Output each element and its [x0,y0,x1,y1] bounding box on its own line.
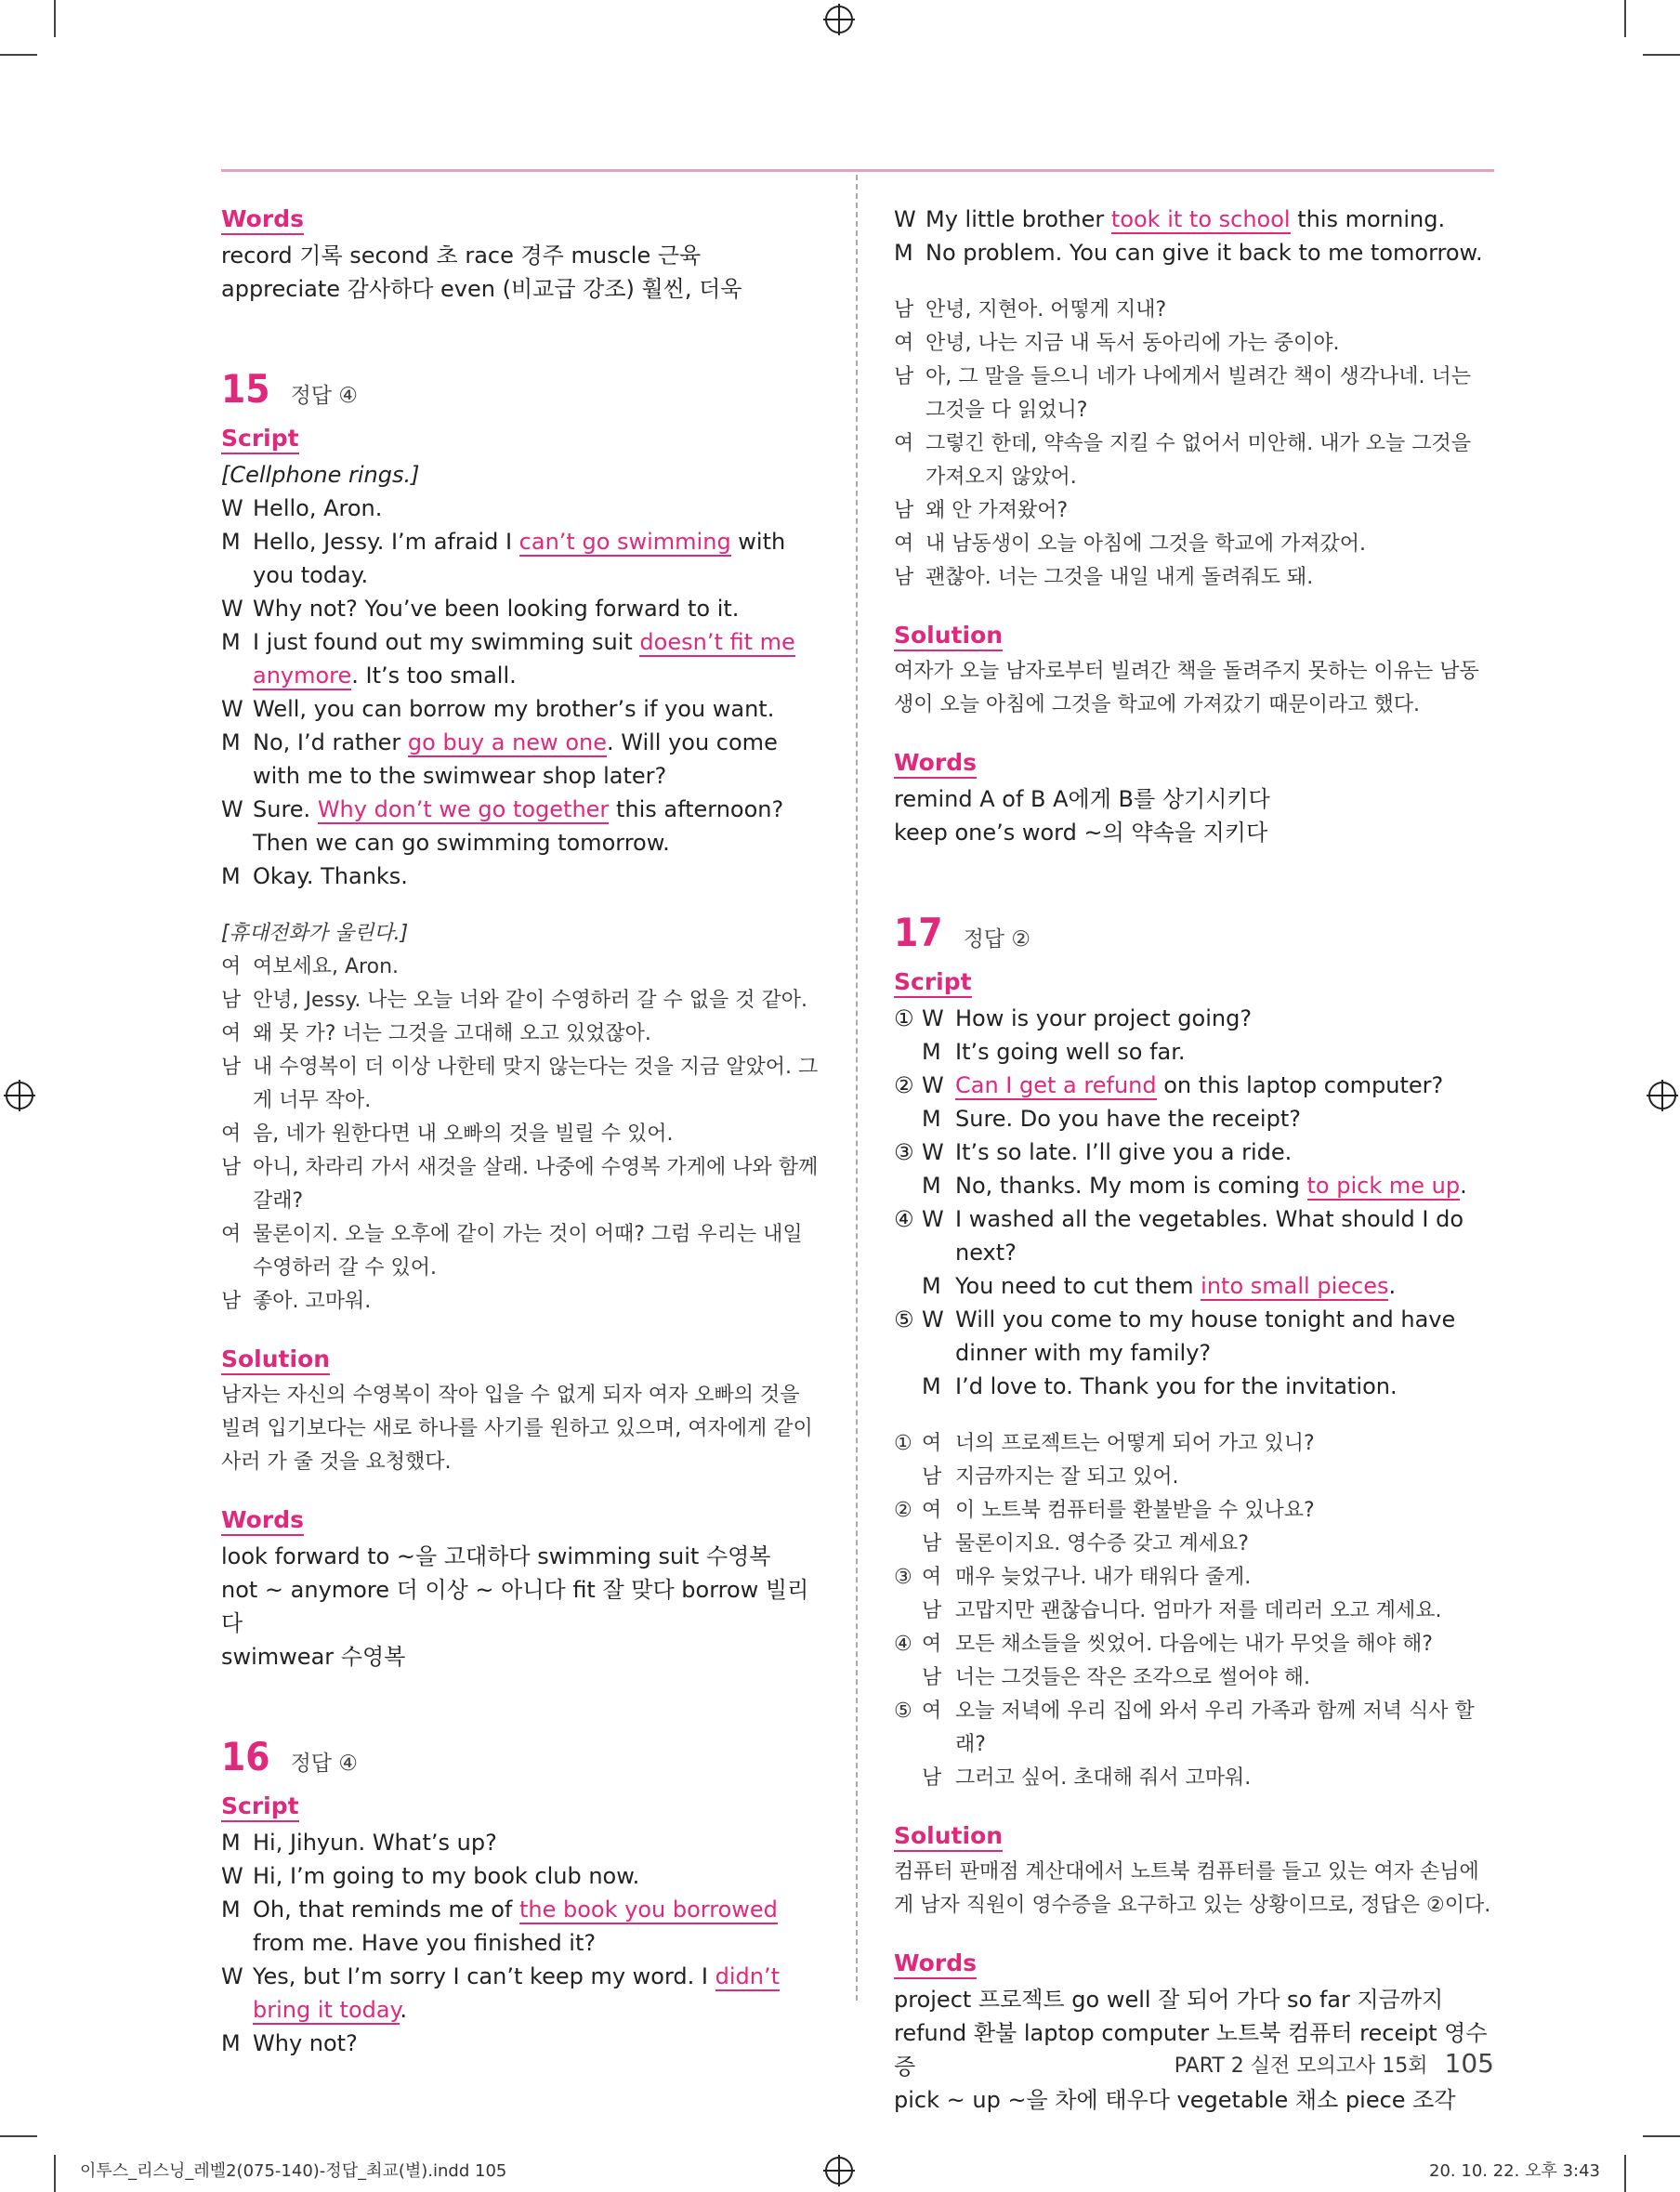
script-line: How is your project going? [955,1005,1253,1031]
script-line: I just found out my swimming suit doesn’t fit me anymore. It’s too small. [253,629,795,689]
translation-line: 내 수영복이 더 이상 나한테 맞지 않는다는 것을 지금 알았어. 그게 너무 작아. [253,1056,819,1112]
key-phrase: doesn’t fit me anymore [253,629,795,689]
script-line: It’s so late. I’ll give you a ride. [955,1139,1293,1165]
script-line: Hi, I’m going to my book club now. [253,1863,640,1889]
translation-line: 고맙지만 괜찮습니다. 엄마가 저를 데리러 오고 계세요. [955,1599,1442,1622]
translation-line: 왜 못 가? 너는 그것을 고대해 오고 있었잖아. [253,1022,651,1045]
script-line: Can I get a refund on this laptop computer? [955,1072,1444,1098]
key-phrase: took it to school [1110,206,1291,232]
script-line: Yes, but I’m sorry I can’t keep my word. I didn’t bring it today. [253,1963,781,2023]
key-phrase: the book you borrowed [519,1897,778,1923]
script-line: Hi, Jihyun. What’s up? [253,1830,497,1856]
answer-text: 정답 ② [963,927,1030,952]
question-17: 17 정답 ② Script ① W How is your project going? M It’s going well so far. ② W Can I get a refund on this laptop computer? M Sure. Do you have the receipt? ③ W It’s so late. I’ll give you a ride. M No, thanks. My mom is coming to pick me up. ④ W I washed all the vegetables. What should I do next? M You need to cut them into small pieces. ⑤ W Will you come to my house tonight and have dinner with my family? M I’d love to. Thank you for the invitation. ① 여 너의 프로젝트는 어떻게 되어 가고 있니? 남 지금까지는 잘 되고 있어. ② 여 이 노트북 컴퓨터를 환불받을 수 있나요? 남 물론이지요. 영수증 갖고 계세요? ③ 여 매우 늦었구나. 내가 태워다 줄게. 남 고맙지만 괜찮습니다. 엄마가 저를 데리러 오고 계세요. ④ 여 모든 채소들을 씻었어. 다음에는 내가 무엇을 해야 해? 남 너는 그것들은 작은 조각으로 썰어야 해. ⑤ 여 오늘 저녁에 우리 집에 와서 우리 가족과 함께 저녁 식사 할래? 남 그러고 싶어. 초대해 줘서 고마워. Solution 컴퓨터 판매점 계산대에서 노트북 컴퓨터를 들고 있는 여자 손님에게 남자 직원이 영수증을 요구하고 있는 상황이므로, 정답은 ②이다. Words project 프로젝트 go well 잘 되어 가다 so far 지금까지 refund 환불 laptop computer 노트북 컴퓨터 receipt 영수증 pick ~ up ~을 차에 태우다 vegetable 채소 piece 조각 [894,916,1496,2117]
words-label: Words [894,749,977,779]
key-phrase: to pick me up [1306,1173,1461,1199]
key-phrase: into small pieces [1201,1273,1389,1299]
words-label: Words [221,205,304,235]
left-column [221,203,821,2060]
words-label: Words [894,1949,977,1979]
words-line: project 프로젝트 go well 잘 되어 가다 so far 지금까지 [894,1987,1444,2013]
translation-line: 안녕, 지현아. 어떻게 지내? [925,298,1167,322]
words-section-14 [221,203,821,306]
translation-line: 안녕, 나는 지금 내 독서 동아리에 가는 중이야. [925,332,1340,355]
solution-label: Solution [221,1345,330,1375]
registration-mark-bottom [825,2157,853,2185]
words-line: pick ~ up ~을 차에 태우다 vegetable 채소 piece 조각 [894,2087,1456,2113]
words-line: remind A of B A에게 B를 상기시키다 [894,786,1270,812]
translation-line: 물론이지. 오늘 오후에 같이 가는 것이 어때? 그럼 우리는 내일 수영하러 갈 수 있어. [253,1223,803,1280]
print-date: 20. 10. 22. 오후 3:43 [1429,2161,1600,2181]
translation-line: 물론이지요. 영수증 갖고 계세요? [955,1532,1249,1555]
script-line: It’s going well so far. [955,1039,1186,1065]
script-line: Hello, Aron. [253,495,383,521]
key-phrase: Can I get a refund [955,1072,1157,1098]
script-line: No, thanks. My mom is coming to pick me up. [955,1173,1467,1199]
answer-text: 정답 ④ [290,1752,358,1776]
solution-text: 컴퓨터 판매점 계산대에서 노트북 컴퓨터를 들고 있는 여자 손님에게 남자 직원이 영수증을 요구하고 있는 상황이므로, 정답은 ②이다. [894,1860,1491,1917]
solution-text: 여자가 오늘 남자로부터 빌려간 책을 돌려주지 못하는 이유는 남동생이 오늘 아침에 그것을 학교에 가져갔기 때문이라고 했다. [894,660,1479,716]
script-line: Okay. Thanks. [253,863,408,889]
script-line: I washed all the vegetables. What should I do next? [955,1206,1464,1266]
script-label: Script [221,425,299,454]
print-file-name: 이투스_리스닝_레벨2(075-140)-정답_최교(별).indd 105 [80,2161,507,2181]
translation-line: 아, 그 말을 들으니 네가 나에게서 빌려간 책이 생각나네. 너는 그것을 다 읽었니? [925,365,1471,422]
solution-text: 남자는 자신의 수영복이 작아 입을 수 없게 되자 여자 오빠의 것을 빌려 입기보다는 새로 하나를 사기를 원하고 있으며, 여자에게 같이 사러 가 줄 것을 요청했다. [221,1384,813,1474]
script-line: My little brother took it to school this morning. [925,206,1446,232]
translation-line: 음, 네가 원한다면 내 오빠의 것을 빌릴 수 있어. [253,1122,674,1146]
translation-line: 그러고 싶어. 초대해 줘서 고마워. [955,1766,1252,1790]
script-line: Sure. Do you have the receipt? [955,1106,1301,1132]
script-label: Script [894,968,972,998]
translation-line: 좋아. 고마워. [253,1290,372,1313]
script-line: No, I’d rather go buy a new one. Will you come with me to the swimwear shop later? [253,729,778,789]
translation-line: 지금까지는 잘 되고 있어. [955,1465,1179,1489]
translation-line: 너는 그것들은 작은 조각으로 썰어야 해. [955,1666,1310,1689]
translation-line: 여보세요, Aron. [253,955,400,978]
question-15: 15 정답 ④ Script [Cellphone rings.] W Hello, Aron. M Hello, Jessy. I’m afraid I can’t go swimming with you today. W Why not? You’ve been looking forward to it. M I just found out my swimming suit doesn’t fit me anymore. It’s too small. W Well, you can borrow my brother’s if you want. M No, I’d rather go buy a new one. Will you come with me to the swimwear shop later? W Sure. Why don’t we go together this afternoon? Then we can go swimming tomorrow. M Okay. Thanks. [휴대전화가 울린다.] 여 여보세요, Aron. 남 안녕, Jessy. 나는 오늘 너와 같이 수영하러 갈 수 없을 것 같아. 여 왜 못 가? 너는 그것을 고대해 오고 있었잖아. 남 내 수영복이 더 이상 나한테 맞지 않는다는 것을 지금 알았어. 그게 너무 작아. 여 음, 네가 원한다면 내 오빠의 것을 빌릴 수 있어. 남 아니, 차라리 가서 새것을 살래. 나중에 수영복 가게에 나와 함께 갈래? 여 물론이지. 오늘 오후에 같이 가는 것이 어때? 그럼 우리는 내일 수영하러 갈 수 있어. 남 좋아. 고마워. Solution 남자는 자신의 수영복이 작아 입을 수 없게 되자 여자 오빠의 것을 빌려 입기보다는 새로 하나를 사기를 원하고 있으며, 여자에게 같이 사러 가 줄 것을 요청했다. Words look forward to ~을 고대하다 swimming suit 수영복 not ~ anymore 더 이상 ~ 아니다 fit 잘 맞다 borrow 빌리다 swimwear 수영복 [221,373,821,1674]
solution-label: Solution [894,1822,1003,1852]
key-phrase: go buy a new one [407,729,607,755]
answer-text: 정답 ④ [290,384,358,408]
translation-line: 괜찮아. 너는 그것을 내일 내게 돌려줘도 돼. [925,566,1314,589]
translation-line: 너의 프로젝트는 어떻게 되어 가고 있니? [955,1432,1315,1455]
script-line: Why not? [253,2030,358,2056]
script-line: Why not? You’ve been looking forward to it. [253,596,740,622]
registration-mark-left [6,1082,33,1109]
translation-line: 왜 안 가져왔어? [925,499,1069,522]
script-label: Script [221,1792,299,1822]
question-number: 16 [221,1734,270,1779]
key-phrase: didn’t bring it today [253,1963,781,2023]
stage-direction-ko: [휴대전화가 울린다.] [221,922,409,945]
words-line: not ~ anymore 더 이상 ~ 아니다 fit 잘 맞다 borrow 빌리다 [221,1577,809,1636]
right-column [894,203,1496,2117]
question-number: 17 [894,910,943,955]
translation-line: 매우 늦었구나. 내가 태워다 줄게. [955,1566,1252,1589]
translation-line: 그렇긴 한데, 약속을 지킬 수 없어서 미안해. 내가 오늘 그것을 가져오지 않았어. [925,432,1471,489]
translation-line: 이 노트북 컴퓨터를 환불받을 수 있나요? [955,1499,1315,1522]
words-line: look forward to ~을 고대하다 swimming suit 수영복 [221,1543,771,1569]
script-line: Hello, Jessy. I’m afraid I can’t go swimming with you today. [253,529,786,588]
translation-line: 안녕, Jessy. 나는 오늘 너와 같이 수영하러 갈 수 없을 것 같아. [253,989,808,1012]
question-number: 15 [221,366,270,412]
header-rule [221,169,1494,172]
script-line: I’d love to. Thank you for the invitation. [955,1373,1398,1399]
words-line: appreciate 감사하다 even (비교급 강조) 훨씬, 더욱 [221,276,742,302]
question-16: 16 정답 ④ Script M Hi, Jihyun. What’s up? W Hi, I’m going to my book club now. M Oh, that reminds me of the book you borrowed from me. Have you finished it? W Yes, but I’m sorry I can’t keep my word. I didn’t bring it today. M Why not? [221,1740,821,2060]
solution-label: Solution [894,622,1003,651]
words-label: Words [221,1506,304,1536]
page-number: 105 [1444,2048,1494,2079]
words-line: keep one’s word ~의 약속을 지키다 [894,820,1268,846]
words-line: swimwear 수영복 [221,1644,406,1670]
script-line: No problem. You can give it back to me tomorrow. [925,240,1483,266]
column-divider [856,175,858,2001]
translation-line: 아니, 차라리 가서 새것을 살래. 나중에 수영복 가게에 나와 함께 갈래? [253,1156,819,1213]
translation-line: 내 남동생이 오늘 아침에 그것을 학교에 가져갔어. [925,532,1366,556]
script-line: Will you come to my house tonight and have dinner with my family? [955,1306,1456,1366]
script-line: Well, you can borrow my brother’s if you want. [253,696,775,722]
part-title: PART 2 실전 모의고사 15회 [1174,2054,1428,2078]
question-16-continued: W My little brother took it to school this morning. M No problem. You can give it back to me tomorrow. 남 안녕, 지현아. 어떻게 지내? 여 안녕, 나는 지금 내 독서 동아리에 가는 중이야. 남 아, 그 말을 들으니 네가 나에게서 빌려간 책이 생각나네. 너는 그것을 다 읽었니? 여 그렇긴 한데, 약속을 지킬 수 없어서 미안해. 내가 오늘 그것을 가져오지 않았어. 남 왜 안 가져왔어? 여 내 남동생이 오늘 아침에 그것을 학교에 가져갔어. 남 괜찮아. 너는 그것을 내일 내게 돌려줘도 돼. Solution 여자가 오늘 남자로부터 빌려간 책을 돌려주지 못하는 이유는 남동생이 오늘 아침에 그것을 학교에 가져갔기 때문이라고 했다. Words remind A of B A에게 B를 상기시키다 keep one’s word ~의 약속을 지키다 [894,203,1496,849]
stage-direction: [Cellphone rings.] [221,462,420,488]
script-line: Oh, that reminds me of the book you borrowed from me. Have you finished it? [253,1897,778,1956]
translation-line: 모든 채소들을 씻었어. 다음에는 내가 무엇을 해야 해? [955,1633,1433,1656]
script-line: You need to cut them into small pieces. [955,1273,1397,1299]
words-line: refund 환불 laptop computer 노트북 컴퓨터 receipt 영수증 [894,2020,1488,2080]
registration-mark-top [825,6,853,33]
key-phrase: Why don’t we go together [317,796,610,822]
page-footer [1175,2048,1494,2079]
translation-line: 오늘 저녁에 우리 집에 와서 우리 가족과 함께 저녁 식사 할래? [955,1700,1475,1756]
key-phrase: can’t go swimming [518,529,731,555]
registration-mark-right [1648,1082,1676,1109]
words-line: record 기록 second 초 race 경주 muscle 근육 [221,243,702,269]
script-line: Sure. Why don’t we go together this afternoon? Then we can go swimming tomorrow. [253,796,784,856]
